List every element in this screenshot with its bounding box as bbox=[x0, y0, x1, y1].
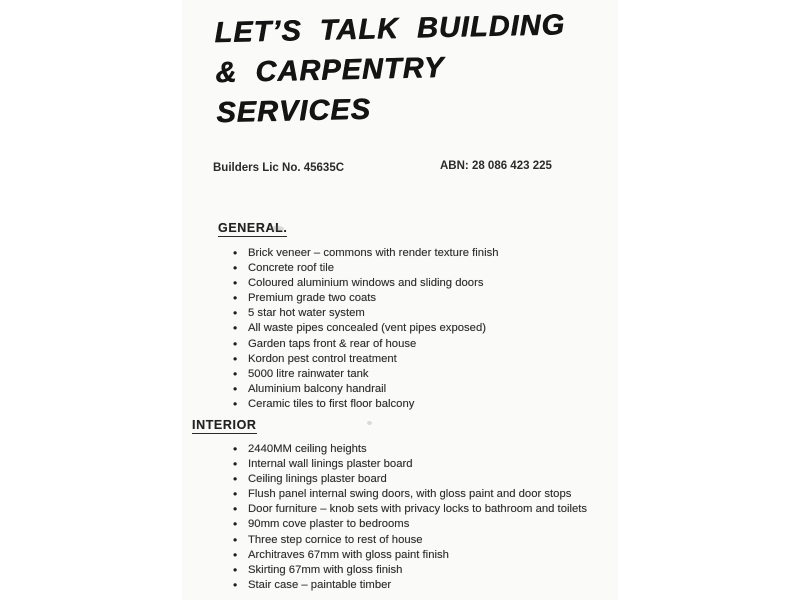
builders-licence-number: Builders Lic No. 45635C bbox=[213, 162, 345, 174]
list-item: • Door furniture – knob sets with privacy locks to bathroom and toilets bbox=[232, 502, 587, 517]
list-item: • Garden taps front & rear of house bbox=[232, 337, 499, 352]
section-heading-interior: INTERIOR bbox=[192, 418, 257, 432]
list-item: • 5000 litre rainwater tank bbox=[232, 367, 499, 382]
general-bullet-list bbox=[232, 246, 499, 412]
list-item: • Architraves 67mm with gloss paint finish bbox=[232, 548, 587, 563]
list-item: • Internal wall linings plaster board bbox=[232, 457, 587, 472]
list-item: • Ceiling linings plaster board bbox=[232, 472, 587, 487]
list-item: • Kordon pest control treatment bbox=[232, 352, 499, 367]
list-item: • All waste pipes concealed (vent pipes exposed) bbox=[232, 321, 499, 336]
list-item: • 2440MM ceiling heights bbox=[232, 442, 587, 457]
scan-artifact bbox=[367, 421, 372, 425]
list-item: • Coloured aluminium windows and sliding doors bbox=[232, 276, 499, 291]
abn-number: ABN: 28 086 423 225 bbox=[440, 160, 552, 172]
list-item: • Flush panel internal swing doors, with gloss paint and door stops bbox=[232, 487, 587, 502]
list-item: • Aluminium balcony handrail bbox=[232, 382, 499, 397]
list-item: • Skirting 67mm with gloss finish bbox=[232, 563, 587, 578]
section-heading-general: GENERAL. bbox=[218, 221, 288, 235]
list-item: • Brick veneer – commons with render texture finish bbox=[232, 246, 499, 261]
title-line-2: & CARPENTRY bbox=[214, 51, 445, 89]
list-item: • Three step cornice to rest of house bbox=[232, 533, 587, 548]
list-item: • 5 star hot water system bbox=[232, 306, 499, 321]
title-line-1: LET’S TALK BUILDING bbox=[214, 9, 566, 49]
document-page bbox=[182, 0, 618, 600]
list-item: • Concrete roof tile bbox=[232, 261, 499, 276]
list-item: • Stair case – paintable timber bbox=[232, 578, 587, 593]
scan-artifact bbox=[270, 226, 284, 231]
title-line-3: SERVICES bbox=[215, 93, 372, 129]
document-title bbox=[214, 5, 567, 133]
interior-bullet-list bbox=[232, 442, 587, 593]
list-item: • 90mm cove plaster to bedrooms bbox=[232, 517, 587, 532]
list-item: • Premium grade two coats bbox=[232, 291, 499, 306]
list-item: • Ceramic tiles to first floor balcony bbox=[232, 397, 499, 412]
